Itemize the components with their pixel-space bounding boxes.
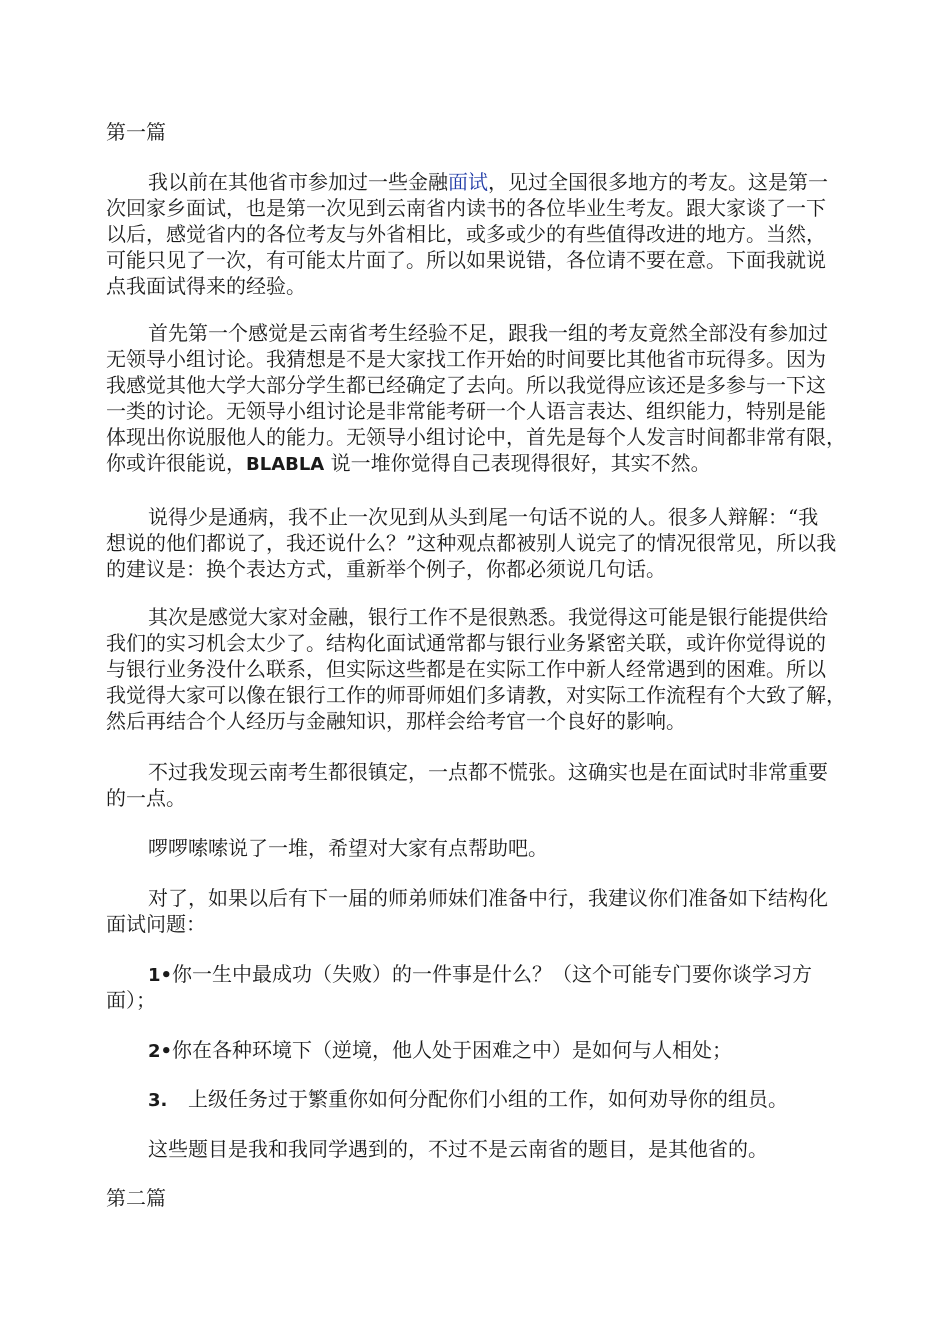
- paragraph-2-text-c: 说一堆你觉得自己表现得很好，其实不然。: [324, 451, 711, 475]
- paragraph-5-line-2: 的一点。: [106, 786, 186, 810]
- paragraph-2-text-a: 你或许很能说，: [106, 451, 246, 475]
- paragraph-3-line-3: 的建议是：换个表达方式，重新举个例子，你都必须说几句话。: [106, 557, 666, 581]
- paragraph-2-line-6: [106, 451, 711, 477]
- question-3: [148, 1087, 788, 1113]
- paragraph-7-line-2: 面试问题：: [106, 912, 206, 936]
- question-2-text: 你在各种环境下（逆境，他人处于困难之中）是如何与人相处；: [172, 1038, 733, 1062]
- paragraph-2-line-2: 无领导小组讨论。我猜想是不是大家找工作开始的时间要比其他省市玩得多。因为: [106, 347, 826, 371]
- paragraph-5-line-1: 不过我发现云南考生都很镇定，一点都不慌张。这确实也是在面试时非常重要: [148, 760, 828, 784]
- paragraph-4-line-5: 然后再结合个人经历与金融知识，那样会给考官一个良好的影响。: [106, 709, 686, 733]
- paragraph-6: 啰啰嗦嗦说了一堆，希望对大家有点帮助吧。: [148, 836, 548, 860]
- section-heading-2: 第二篇: [106, 1186, 166, 1210]
- paragraph-4-line-4: 我觉得大家可以像在银行工作的师哥师姐们多请教，对实际工作流程有个大致了解，: [106, 683, 846, 707]
- paragraph-4-line-1: 其次是感觉大家对金融，银行工作不是很熟悉。我觉得这可能是银行能提供给: [148, 605, 828, 629]
- question-3-number: 3.: [148, 1090, 168, 1111]
- paragraph-1-line-2: 次回家乡面试，也是第一次见到云南省内读书的各位毕业生考友。跟大家谈了一下: [106, 196, 826, 220]
- question-2-number: 2•: [148, 1041, 173, 1062]
- paragraph-2-line-3: 我感觉其他大学大部分学生都已经确定了去向。所以我觉得应该还是多参与一下这: [106, 373, 826, 397]
- paragraph-4-line-2: 我们的实习机会太少了。结构化面试通常都与银行业务紧密关联，或许你觉得说的: [106, 631, 826, 655]
- paragraph-1-text-a: 我以前在其他省市参加过一些金融: [148, 170, 448, 194]
- question-2: [148, 1038, 732, 1064]
- paragraph-2-line-1: 首先第一个感觉是云南省考生经验不足，跟我一组的考友竟然全部没有参加过: [148, 321, 828, 345]
- paragraph-8: 这些题目是我和我同学遇到的，不过不是云南省的题目，是其他省的。: [148, 1137, 768, 1161]
- interview-link[interactable]: 面试: [448, 170, 488, 194]
- paragraph-1-line-3: 以后，感觉省内的各位考友与外省相比，或多或少的有些值得改进的地方。当然，: [106, 222, 826, 246]
- paragraph-3-line-2: 想说的他们都说了，我还说什么？”这种观点都被别人说完了的情况很常见，所以我: [106, 531, 837, 555]
- section-heading-1: 第一篇: [106, 120, 166, 144]
- paragraph-4-line-3: 与银行业务没什么联系，但实际这些都是在实际工作中新人经常遇到的困难。所以: [106, 657, 826, 681]
- question-1-number: 1•: [148, 965, 173, 986]
- question-1-text: 你一生中最成功（失败）的一件事是什么？（这个可能专门要你谈学习方: [172, 962, 813, 986]
- paragraph-2-line-4: 一类的讨论。无领导小组讨论是非常能考研一个人语言表达、组织能力，特别是能: [106, 399, 826, 423]
- paragraph-1-text-b: ，见过全国很多地方的考友。这是第一: [488, 170, 828, 194]
- paragraph-1-line-4: 可能只见了一次，有可能太片面了。所以如果说错，各位请不要在意。下面我就说: [106, 248, 826, 272]
- question-1-line-1: [148, 962, 812, 988]
- paragraph-1-line-5: 点我面试得来的经验。: [106, 274, 306, 298]
- paragraph-3-line-1: 说得少是通病，我不止一次见到从头到尾一句话不说的人。很多人辩解：“我: [148, 505, 819, 529]
- question-1-line-2: 面）；: [106, 988, 156, 1012]
- question-3-text: 上级任务过于繁重你如何分配你们小组的工作，如何劝导你的组员。: [188, 1087, 788, 1111]
- blabla-text: BLABLA: [246, 454, 325, 475]
- paragraph-1-line-1: [148, 170, 828, 194]
- paragraph-7-line-1: 对了，如果以后有下一届的师弟师妹们准备中行，我建议你们准备如下结构化: [148, 886, 828, 910]
- paragraph-2-line-5: 体现出你说服他人的能力。无领导小组讨论中，首先是每个人发言时间都非常有限，: [106, 425, 846, 449]
